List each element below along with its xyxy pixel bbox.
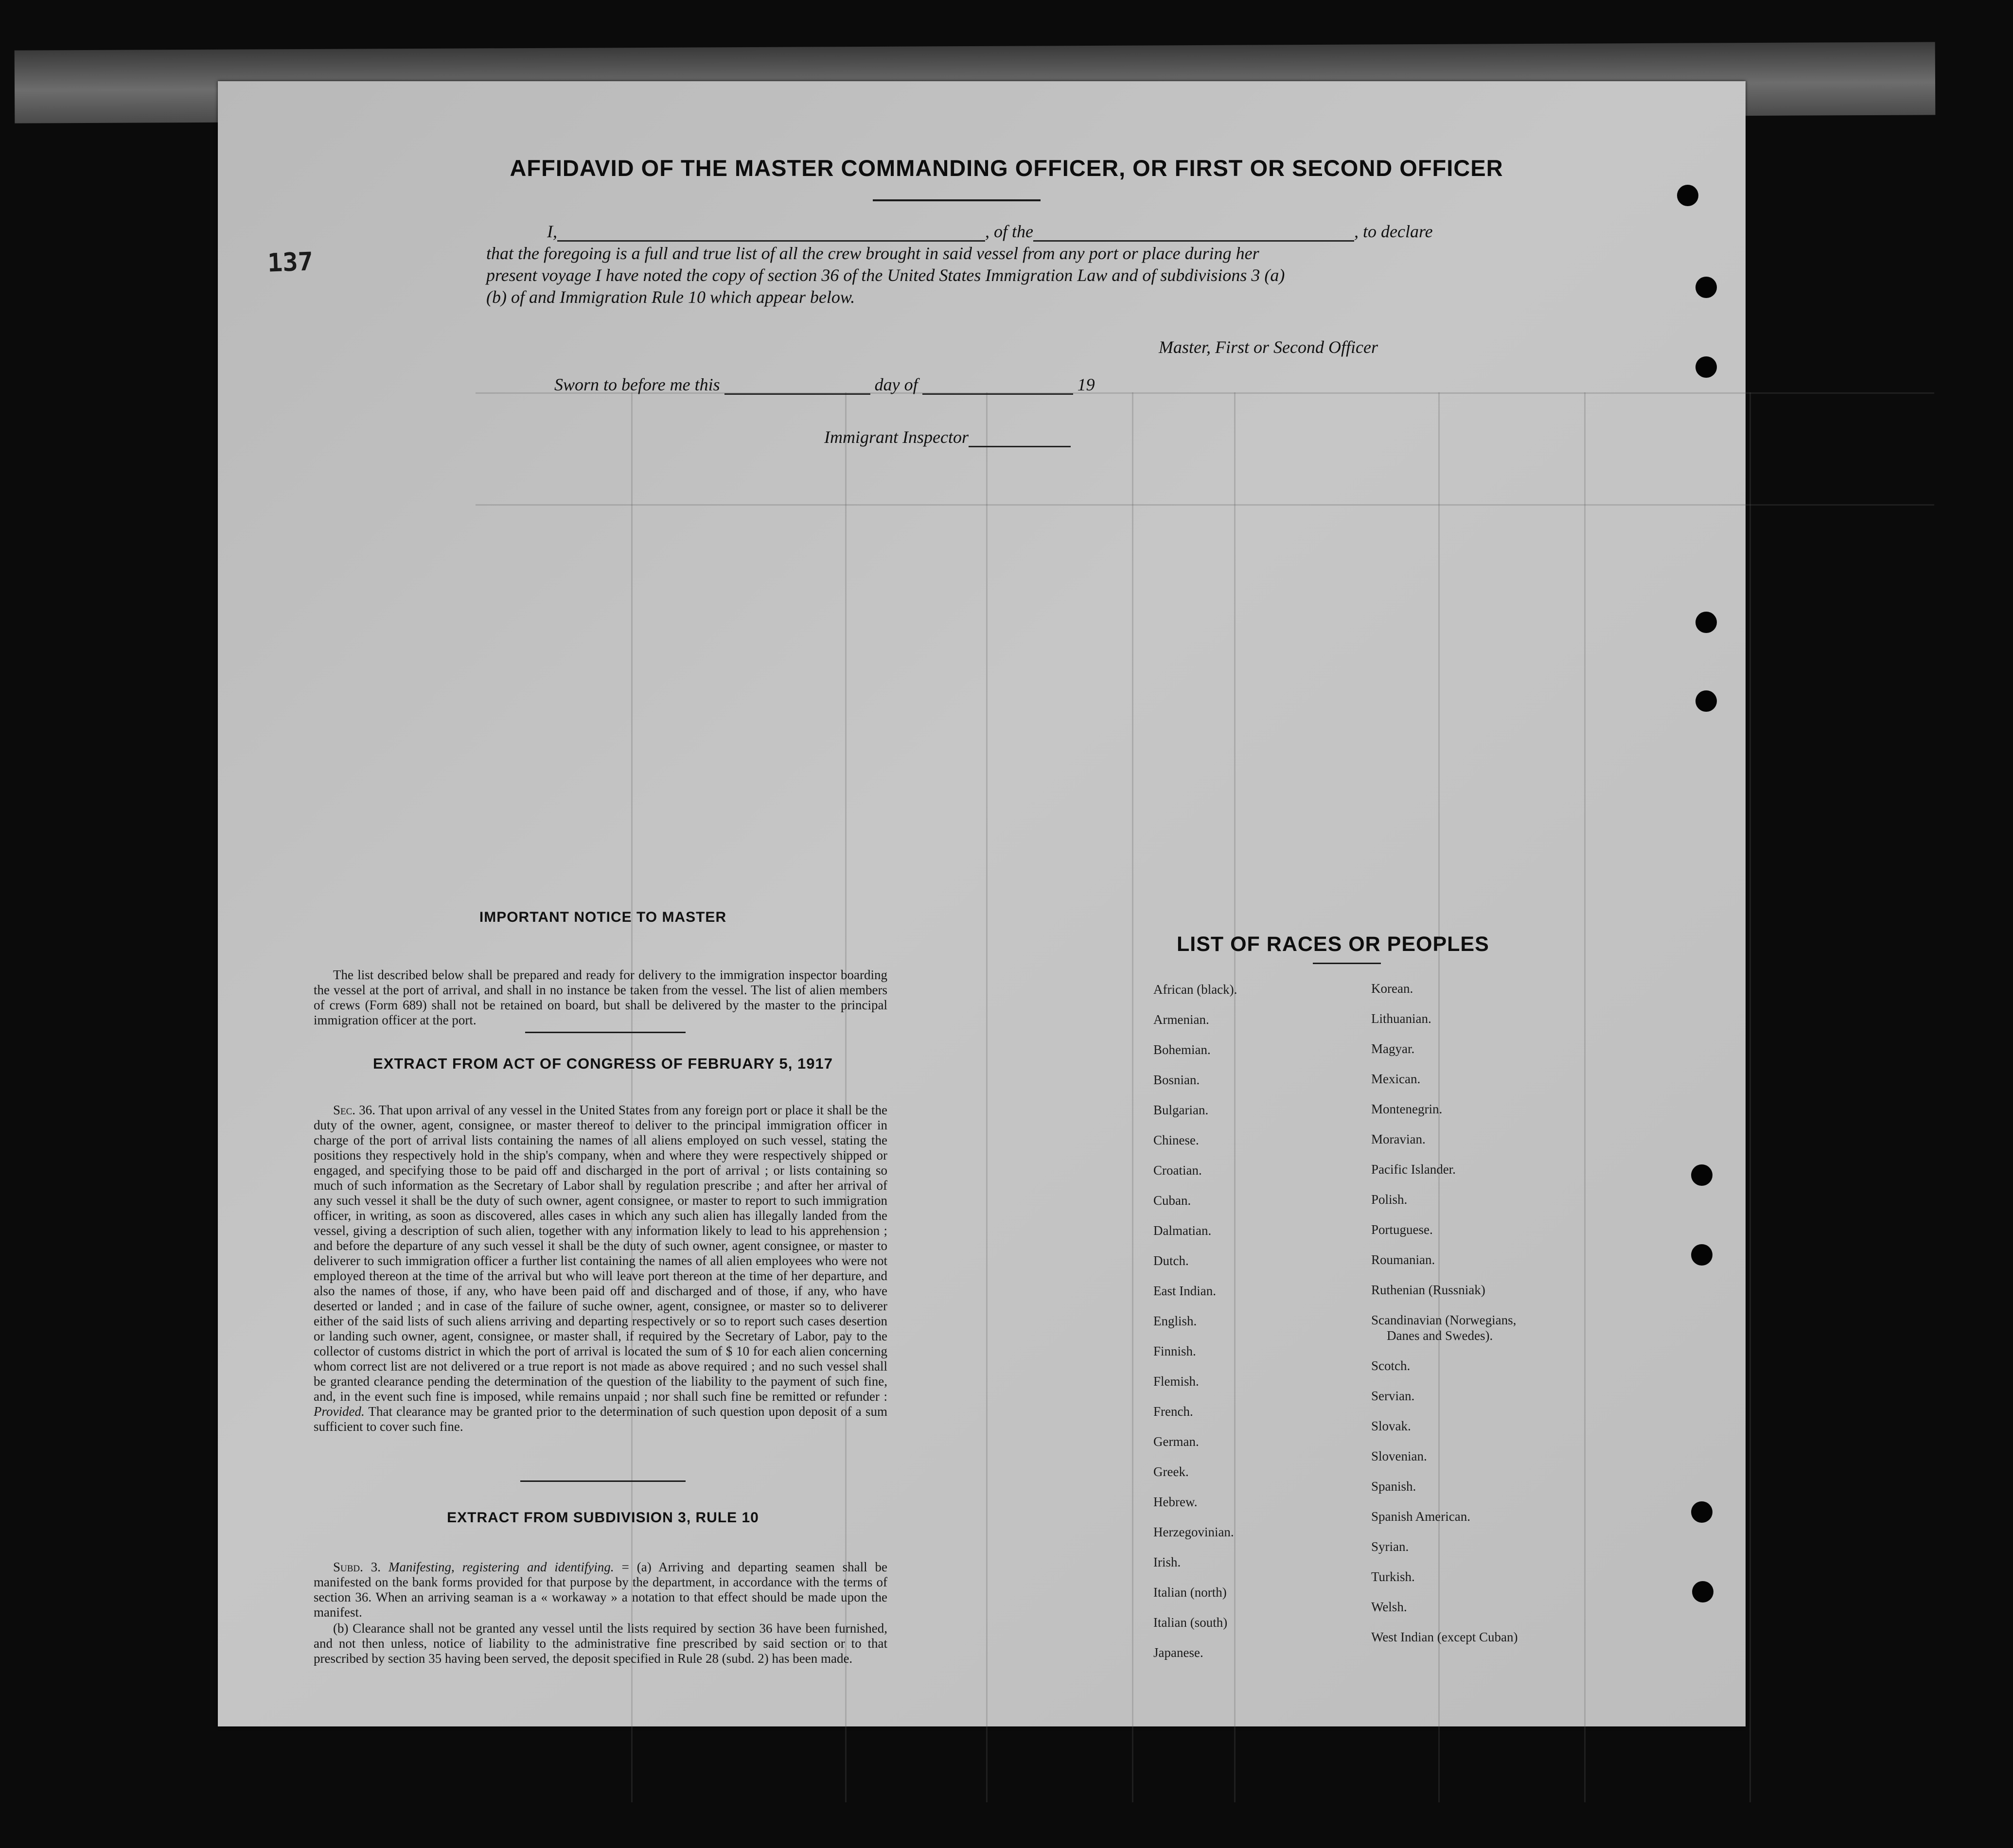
- race-item: Bosnian.: [1153, 1073, 1200, 1087]
- punch-hole: [1691, 1501, 1713, 1523]
- subdivision-label: Subd. 3.: [333, 1560, 381, 1574]
- document-page: [218, 81, 1746, 1726]
- race-item: Dutch.: [1153, 1253, 1189, 1268]
- title-underline: [873, 199, 1041, 201]
- race-item: African (black).: [1153, 982, 1237, 997]
- inspector-line: [824, 427, 1071, 447]
- race-item: English.: [1153, 1314, 1197, 1328]
- race-item: Ruthenian (Russniak): [1371, 1283, 1485, 1297]
- race-item: French.: [1153, 1404, 1193, 1419]
- race-item: Servian.: [1371, 1389, 1415, 1403]
- race-item: Chinese.: [1153, 1133, 1199, 1147]
- race-item: Scotch.: [1371, 1358, 1411, 1373]
- act-heading: EXTRACT FROM ACT OF CONGRESS OF FEBRUARY 5, 1917: [373, 1055, 833, 1072]
- provided-label: Provided.: [314, 1404, 365, 1419]
- race-item: Polish.: [1371, 1192, 1408, 1207]
- race-item: Lithuanian.: [1371, 1011, 1431, 1026]
- race-item: Montenegrin.: [1371, 1102, 1443, 1116]
- day-of-text: day of: [874, 375, 918, 394]
- race-item: Turkish.: [1371, 1569, 1415, 1584]
- punch-hole: [1691, 1164, 1713, 1186]
- race-item: Korean.: [1371, 981, 1413, 996]
- race-item: Dalmatian.: [1153, 1223, 1212, 1238]
- notice-text: The list described below shall be prepared and ready for delivery to the immigration inspector boarding the vessel at the port of arrival, and shall in no instance be taken from the vessel. The list of alien members of crews (Form 689) shall not be retained on board, but shall be delivered by the master to the principal immigration officer at the port.: [314, 968, 887, 1027]
- race-item: Mexican.: [1371, 1072, 1421, 1086]
- race-item: Italian (north): [1153, 1585, 1227, 1600]
- race-item: East Indian.: [1153, 1284, 1216, 1298]
- race-item: Portuguese.: [1371, 1222, 1433, 1237]
- section-36-text: That upon arrival of any vessel in the United States from any foreign port or place it shall be the duty of the owner, agent, consignee, or master thereof to deliver to the principal immigration officer in charge of the port of arrival lists containing the names of all aliens employed on such vessel, stating the positions they respectively hold in the ship's company, when and where they were respectively shipped or engaged, and specifying those to be paid off and discharged in the port of arrival ; or lists containing so much of such information as the Secretary of Labor shall by regulation prescribe ; and after her arrival of any such vessel it shall be the duty of such owner, agent consignee, or master to report to such immigration officer, in writing, as soon as discovered, alles cases in which any such alien has illegally landed from the vessel, giving a description of such alien, together with any information likely to lead to his apprehension ; and before the departure of any such vessel it shall be the duty of such owner, agent consignee, or master to deliverer to such immigration officer a further list containing the names of all alien employees who were not employed thereon at the time of the arrival but who will leave port thereon at the time of her departure, and also the names of those, if any, who have been paid off and discharged and of those, if any, who have deserted or landed ; and in case of the failure of suche owner, agent, consignee, or master so to deliverer either of the said lists of such aliens arriving and departing respectively or so to report such cases desertion or landing such owner, agent, consignee, or master shall, if required by the Secretary of Labor, pay to the collector of customs district in which the port of arrival is located the sum of $ 10 for each alien concerning whom correct list are not delivered or a true report is not made as above required ; and no such vessel shall be granted clearance pending the determination of the question of the liability to the payment of such fine, and, in the event such fine is imposed, while remains unpaid ; nor shall such fine be remitted or refunder :: [314, 1103, 888, 1404]
- race-item: Welsh.: [1371, 1600, 1407, 1614]
- race-item: Herzegovinian.: [1153, 1525, 1234, 1539]
- rule-heading: EXTRACT FROM SUBDIVISION 3, RULE 10: [447, 1510, 759, 1526]
- inspector-blank: [969, 446, 1071, 447]
- master-signature-label: Master, First or Second Officer: [1159, 337, 1378, 357]
- races-underline: [1313, 963, 1381, 964]
- notice-body: [314, 968, 887, 1029]
- handwritten-stamp-number: 137: [266, 247, 314, 278]
- affidavit-line-2: that the foregoing is a full and true list of all the crew brought in said vessel from any port or place during her: [486, 244, 1259, 263]
- punch-hole: [1692, 1581, 1713, 1602]
- subdivision-title: Manifesting, registering and identifying.: [388, 1560, 614, 1574]
- sworn-line: [554, 374, 1095, 395]
- section-divider: [525, 1032, 686, 1033]
- race-item: West Indian (except Cuban): [1371, 1630, 1518, 1644]
- provided-text: That clearance may be granted prior to the determination of such question upon deposit of a sum sufficient to cover such fine.: [314, 1404, 888, 1434]
- race-item: Italian (south): [1153, 1615, 1228, 1630]
- race-item: Slovenian.: [1371, 1449, 1427, 1463]
- race-item: Irish.: [1153, 1555, 1181, 1569]
- affidavit-line-3: present voyage I have noted the copy of section 36 of the United States Immigration Law and of subdivisions 3 (a): [486, 265, 1285, 285]
- race-item: Spanish.: [1371, 1479, 1416, 1494]
- race-item: German.: [1153, 1434, 1199, 1449]
- affidavit-line-4: (b) of and Immigration Rule 10 which appear below.: [486, 287, 855, 307]
- race-item: Syrian.: [1371, 1539, 1409, 1554]
- race-item: Cuban.: [1153, 1193, 1191, 1208]
- affidavit-of-the: , of the: [985, 222, 1033, 241]
- races-heading: LIST OF RACES OR PEOPLES: [1177, 933, 1489, 956]
- race-item: Greek.: [1153, 1464, 1189, 1479]
- paragraph-b: (b) Clearance shall not be granted any vessel until the lists required by section 36 have been furnished, and not then unless, notice of liability to the administrative fine prescribed by said section or to that prescribed by section 35 having been served, the deposit specified in Rule 28 (subd. 2) has been made.: [314, 1621, 887, 1666]
- paragraph-a: = (a) Arriving and departing seamen shall be manifested on the bank forms provided for that purpose by the department, in accordance with the terms of section 36. When an arriving seaman is a « workaway » a notation to that effect should be made upon the manifest.: [314, 1560, 888, 1619]
- punch-hole: [1695, 690, 1717, 712]
- race-item: Magyar.: [1371, 1041, 1415, 1056]
- section-divider: [520, 1480, 686, 1482]
- affidavit-title: AFFIDAVID OF THE MASTER COMMANDING OFFICER, OR FIRST OR SECOND OFFICER: [510, 155, 1503, 181]
- race-item: Slovak.: [1371, 1419, 1411, 1433]
- rule-body: [314, 1560, 887, 1667]
- notice-heading: IMPORTANT NOTICE TO MASTER: [479, 909, 727, 925]
- race-item: Armenian.: [1153, 1012, 1209, 1027]
- punch-hole: [1695, 356, 1717, 378]
- race-item: Bohemian.: [1153, 1042, 1211, 1057]
- punch-hole: [1695, 277, 1717, 298]
- race-item: Moravian.: [1371, 1132, 1426, 1146]
- race-item: Roumanian.: [1371, 1252, 1435, 1267]
- sworn-text: Sworn to before me this: [554, 375, 720, 394]
- affidavit-line-1: [547, 221, 1433, 242]
- affidavit-i: I,: [547, 222, 557, 241]
- race-item: Hebrew.: [1153, 1495, 1198, 1509]
- punch-hole: [1691, 1244, 1713, 1266]
- affidavit-to-declare: , to declare: [1354, 222, 1433, 241]
- month-blank: [922, 393, 1073, 395]
- race-item: Scandinavian (Norwegians,: [1371, 1313, 1517, 1327]
- race-item: Pacific Islander.: [1371, 1162, 1456, 1177]
- race-item: Danes and Swedes).: [1387, 1328, 1493, 1343]
- inspector-label: Immigrant Inspector: [824, 427, 969, 447]
- race-item: Croatian.: [1153, 1163, 1202, 1178]
- race-item: Finnish.: [1153, 1344, 1196, 1358]
- race-item: Spanish American.: [1371, 1509, 1470, 1524]
- section-label: Sec. 36.: [333, 1103, 375, 1117]
- year-prefix: 19: [1077, 375, 1095, 394]
- race-item: Flemish.: [1153, 1374, 1199, 1389]
- name-blank: [557, 240, 985, 242]
- punch-hole: [1677, 185, 1698, 206]
- punch-hole: [1695, 612, 1717, 633]
- race-item: Bulgarian.: [1153, 1103, 1209, 1117]
- day-blank: [724, 393, 870, 395]
- act-body: [314, 1103, 887, 1435]
- vessel-blank: [1033, 240, 1354, 242]
- race-item: Japanese.: [1153, 1645, 1203, 1660]
